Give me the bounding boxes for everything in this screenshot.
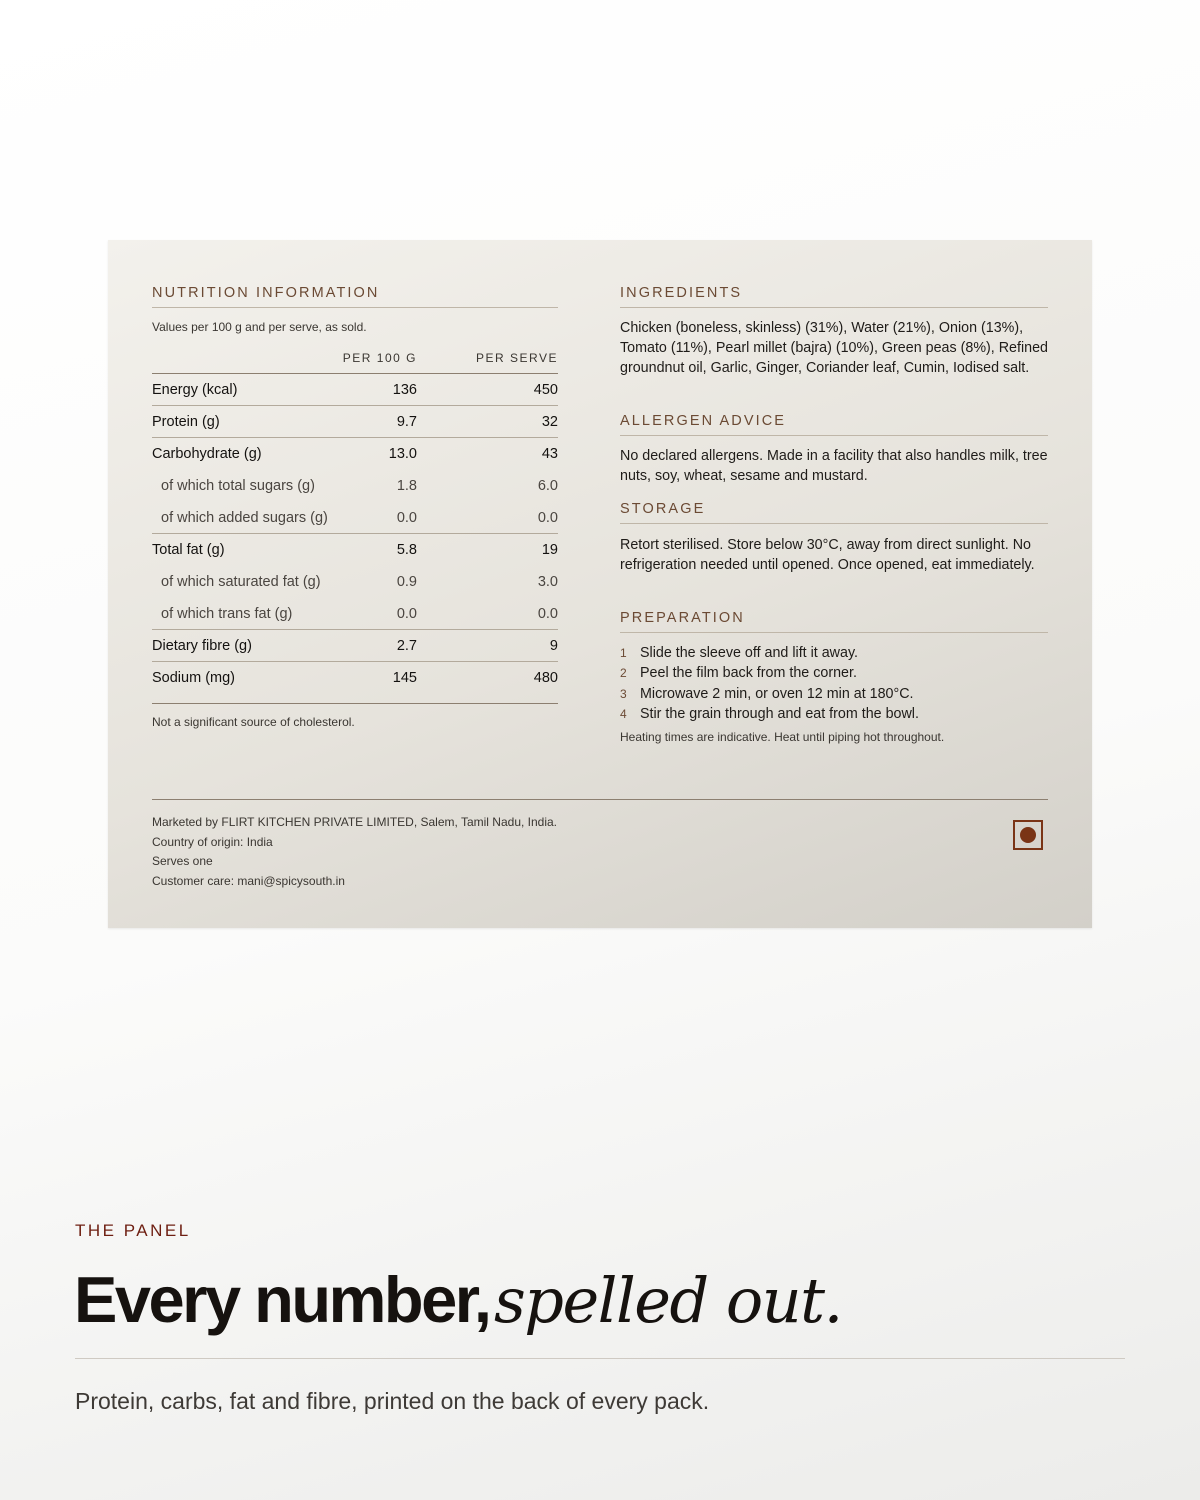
row-label: of which added sugars (g) [161, 510, 328, 526]
page-subtitle: Protein, carbs, fat and fibre, printed on the back of every pack. [75, 1388, 710, 1414]
table-row [152, 566, 558, 598]
row-label: of which saturated fat (g) [161, 574, 321, 590]
row-per100: 0.0 [396, 510, 417, 526]
footer-info [152, 813, 557, 892]
row-label: Carbohydrate (g) [152, 446, 262, 462]
table-row [152, 470, 558, 502]
table-row [152, 502, 558, 534]
nutrition-bottom-rule [152, 703, 558, 704]
row-label: of which trans fat (g) [161, 606, 293, 622]
country-of-origin: Country of origin: India [152, 834, 273, 849]
ingredients-text: Chicken (boneless, skinless) (31%), Water (21%), Onion (13%), Tomato (11%), Pearl millet (bajra) (10%), Green peas (8%), Refined groundnut oil, Garlic, Ginger, Coriander leaf, Cumin, Iodised salt. [620, 320, 1049, 376]
row-per100: 2.7 [396, 638, 417, 654]
customer-care: Customer care: mani@spicysouth.in [152, 874, 345, 889]
list-item [620, 663, 1050, 683]
allergen-text: No declared allergens. Made in a facility that also handles milk, tree nuts, soy, wheat, sesame and mustard. [620, 448, 1048, 484]
allergen-title: ALLERGEN ADVICE [620, 413, 787, 429]
non-veg-dot [1020, 827, 1036, 843]
table-row [152, 630, 558, 662]
row-serve: 480 [533, 670, 558, 686]
list-item [620, 643, 1050, 663]
row-serve: 19 [541, 542, 558, 558]
headline-italic: spelled out. [493, 1264, 842, 1337]
row-serve: 32 [541, 414, 558, 430]
row-per100: 1.8 [396, 478, 417, 494]
row-label: Protein (g) [152, 414, 220, 430]
page-title [74, 1262, 842, 1337]
nutrition-panel [108, 240, 1092, 928]
table-row [152, 406, 558, 438]
list-item [620, 684, 1050, 704]
step-number: 4 [620, 706, 627, 721]
row-per100: 0.0 [396, 606, 417, 622]
ingredients-title: INGREDIENTS [620, 285, 743, 301]
section-kicker: THE PANEL [75, 1221, 191, 1240]
row-label: of which total sugars (g) [161, 478, 315, 494]
row-label: Dietary fibre (g) [152, 638, 252, 654]
nutrition-subtitle: Values per 100 g and per serve, as sold. [152, 320, 367, 334]
row-per100: 0.9 [396, 574, 417, 590]
row-serve: 3.0 [537, 574, 558, 590]
heating-note: Heating times are indicative. Heat until piping hot throughout. [620, 730, 945, 744]
allergen-rule [620, 435, 1048, 436]
row-per100: 9.7 [396, 414, 417, 430]
headline-bold: Every number, [74, 1263, 490, 1336]
serves: Serves one [152, 854, 213, 869]
step-number: 2 [620, 666, 627, 681]
row-label: Sodium (mg) [152, 670, 235, 686]
step-number: 3 [620, 686, 627, 701]
table-row [152, 438, 558, 470]
row-serve: 43 [541, 446, 558, 462]
step-text: Microwave 2 min, or oven 12 min at 180°C. [640, 685, 914, 702]
row-per100: 13.0 [388, 446, 417, 462]
storage-text: Retort sterilised. Store below 30°C, away from direct sunlight. No refrigeration needed until opened. Once opened, eat immediately. [620, 537, 1035, 573]
preparation-title: PREPARATION [620, 610, 745, 626]
nutrition-title: NUTRITION INFORMATION [152, 285, 380, 301]
nutrition-note: Not a significant source of cholesterol. [152, 715, 355, 729]
footer-rule [152, 799, 1048, 800]
row-serve: 9 [549, 638, 558, 654]
nutrition-title-rule [152, 307, 558, 308]
column-header-per-serve: PER SERVE [476, 351, 558, 365]
storage-rule [620, 523, 1048, 524]
row-serve: 0.0 [537, 510, 558, 526]
storage-title: STORAGE [620, 501, 706, 517]
row-label: Energy (kcal) [152, 382, 238, 398]
step-text: Stir the grain through and eat from the bowl. [640, 705, 919, 722]
row-per100: 145 [392, 670, 417, 686]
row-per100: 5.8 [396, 542, 417, 558]
table-row [152, 534, 558, 566]
row-serve: 6.0 [537, 478, 558, 494]
preparation-steps [620, 643, 1050, 724]
column-header-per-100g: PER 100 G [342, 351, 417, 365]
preparation-rule [620, 632, 1048, 633]
row-per100: 136 [392, 382, 417, 398]
step-text: Peel the film back from the corner. [640, 665, 857, 682]
list-item [620, 704, 1050, 724]
table-row [152, 598, 558, 630]
headline-divider [75, 1358, 1125, 1359]
table-row [152, 662, 558, 694]
row-serve: 450 [533, 382, 558, 398]
row-label: Total fat (g) [152, 542, 225, 558]
step-number: 1 [620, 646, 627, 660]
ingredients-rule [620, 307, 1048, 308]
non-veg-mark-icon [1013, 820, 1043, 850]
table-row [152, 374, 558, 406]
step-text: Slide the sleeve off and lift it away. [640, 645, 859, 661]
marketed-by: Marketed by FLIRT KITCHEN PRIVATE LIMITED, Salem, Tamil Nadu, India. [152, 815, 558, 829]
row-serve: 0.0 [537, 606, 558, 622]
